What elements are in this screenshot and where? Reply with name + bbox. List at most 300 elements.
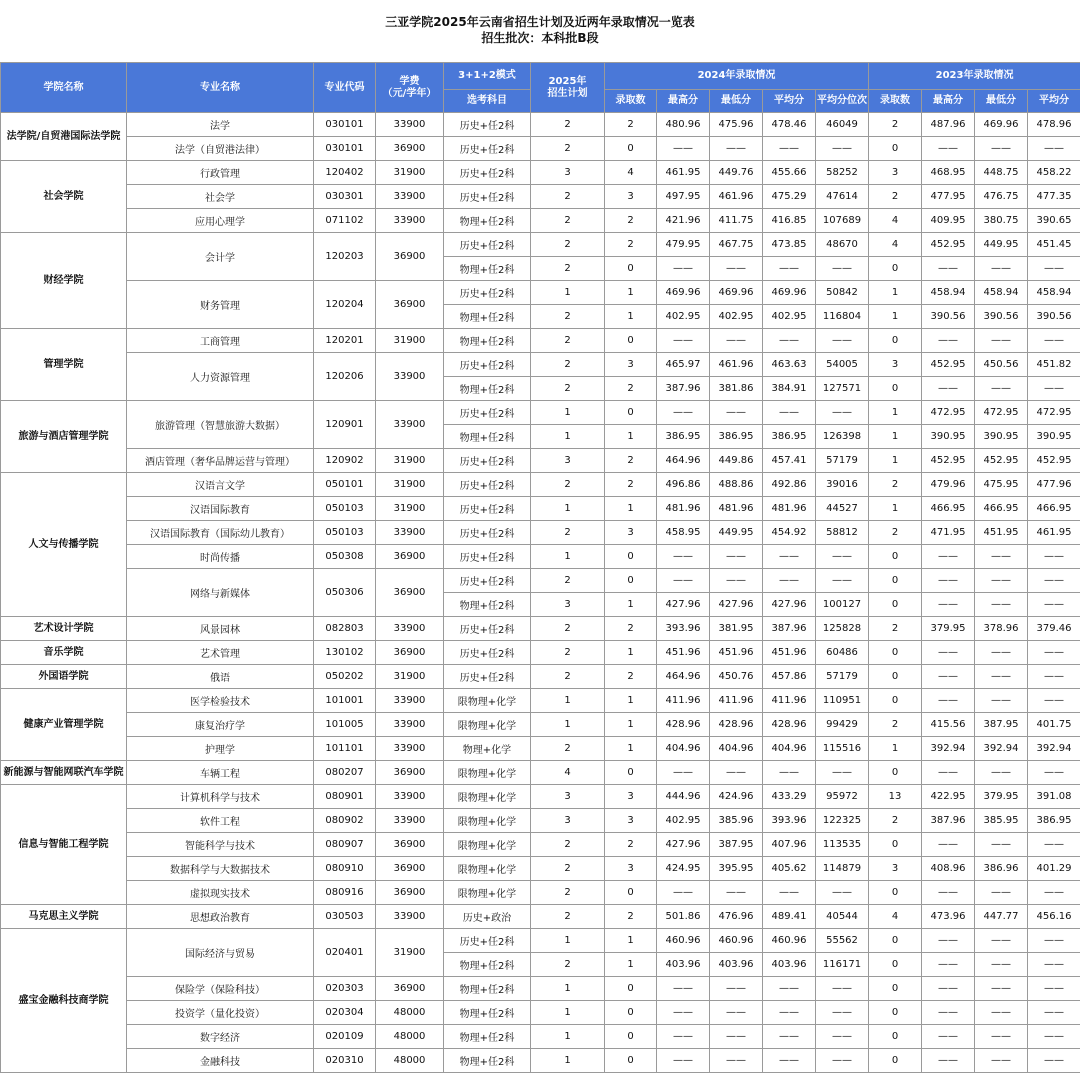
cell-c23-count: 0: [869, 593, 922, 617]
cell-code: 050202: [314, 665, 376, 689]
cell-c24-min: ——: [710, 1001, 763, 1025]
cell-c24-min: 450.76: [710, 665, 763, 689]
cell-c23-count: 1: [869, 281, 922, 305]
table-row: [1, 497, 1080, 521]
cell-c24-count: 2: [605, 233, 657, 257]
cell-c24-min: 488.86: [710, 473, 763, 497]
cell-c23-min: ——: [975, 545, 1028, 569]
admission-table: [0, 62, 1080, 1073]
cell-c23-avg: ——: [1028, 929, 1080, 953]
cell-c23-max: 409.95: [922, 209, 975, 233]
cell-college: 外国语学院: [1, 665, 127, 689]
cell-c23-avg: ——: [1028, 1025, 1080, 1049]
cell-c23-max: 392.94: [922, 737, 975, 761]
cell-c24-avg: 454.92: [763, 521, 816, 545]
cell-c23-count: 0: [869, 665, 922, 689]
cell-c24-count: 2: [605, 665, 657, 689]
cell-c24-avg: 473.85: [763, 233, 816, 257]
cell-c24-max: 458.95: [657, 521, 710, 545]
cell-code: 030503: [314, 905, 376, 929]
cell-fee: 33900: [376, 809, 444, 833]
cell-c24-count: 1: [605, 281, 657, 305]
cell-c24-avg: 492.86: [763, 473, 816, 497]
cell-c23-max: ——: [922, 377, 975, 401]
cell-c24-count: 0: [605, 569, 657, 593]
cell-fee: 31900: [376, 665, 444, 689]
cell-major: 医学检验技术: [127, 689, 314, 713]
cell-code: 080910: [314, 857, 376, 881]
cell-fee: 33900: [376, 209, 444, 233]
table-row: [1, 449, 1080, 473]
cell-c24-rank: ——: [816, 881, 869, 905]
cell-c24-avg: ——: [763, 137, 816, 161]
cell-c23-count: 1: [869, 497, 922, 521]
cell-code: 020303: [314, 977, 376, 1001]
cell-c23-avg: ——: [1028, 977, 1080, 1001]
cell-major: 汉语国际教育（国际幼儿教育）: [127, 521, 314, 545]
cell-major: 汉语言文学: [127, 473, 314, 497]
cell-code: 120203: [314, 233, 376, 281]
cell-c24-count: 1: [605, 641, 657, 665]
cell-c24-min: 385.96: [710, 809, 763, 833]
header-major: 专业名称: [127, 63, 314, 113]
cell-subject: 物理+任2科: [444, 953, 531, 977]
cell-c24-avg: 457.41: [763, 449, 816, 473]
cell-c24-min: ——: [710, 545, 763, 569]
cell-c24-count: 1: [605, 497, 657, 521]
cell-c23-min: 379.95: [975, 785, 1028, 809]
cell-c23-count: 3: [869, 857, 922, 881]
cell-plan: 1: [531, 1049, 605, 1073]
cell-c24-max: 480.96: [657, 113, 710, 137]
cell-c24-min: ——: [710, 881, 763, 905]
cell-c24-min: 461.96: [710, 185, 763, 209]
cell-code: 120206: [314, 353, 376, 401]
cell-c24-avg: 387.96: [763, 617, 816, 641]
cell-subject: 限物理+化学: [444, 857, 531, 881]
cell-fee: 33900: [376, 905, 444, 929]
table-row: [1, 857, 1080, 881]
cell-c24-min: ——: [710, 1049, 763, 1073]
cell-c24-count: 1: [605, 953, 657, 977]
cell-c24-avg: ——: [763, 881, 816, 905]
cell-c23-min: ——: [975, 641, 1028, 665]
cell-c24-count: 2: [605, 377, 657, 401]
cell-subject: 物理+任2科: [444, 593, 531, 617]
header-2024-avg: 平均分: [763, 90, 816, 113]
cell-c24-rank: 113535: [816, 833, 869, 857]
cell-c24-rank: ——: [816, 569, 869, 593]
cell-c24-count: 0: [605, 257, 657, 281]
cell-c24-max: 402.95: [657, 305, 710, 329]
table-row: [1, 1049, 1080, 1073]
table-row: [1, 545, 1080, 569]
cell-college: 旅游与酒店管理学院: [1, 401, 127, 473]
cell-c24-count: 1: [605, 689, 657, 713]
cell-fee: 31900: [376, 161, 444, 185]
cell-code: 050103: [314, 521, 376, 545]
table-row: [1, 569, 1080, 593]
cell-c24-min: 381.86: [710, 377, 763, 401]
cell-c23-avg: 386.95: [1028, 809, 1080, 833]
cell-major: 投资学（量化投资）: [127, 1001, 314, 1025]
cell-code: 120902: [314, 449, 376, 473]
cell-c24-avg: 405.62: [763, 857, 816, 881]
cell-c23-avg: 391.08: [1028, 785, 1080, 809]
cell-c23-count: 0: [869, 641, 922, 665]
cell-c24-rank: 58252: [816, 161, 869, 185]
cell-c24-min: ——: [710, 329, 763, 353]
cell-c24-min: 386.95: [710, 425, 763, 449]
cell-code: 050103: [314, 497, 376, 521]
cell-c24-count: 2: [605, 473, 657, 497]
cell-major: 保险学（保险科技）: [127, 977, 314, 1001]
cell-major: 车辆工程: [127, 761, 314, 785]
cell-fee: 33900: [376, 785, 444, 809]
cell-c24-max: ——: [657, 1049, 710, 1073]
cell-c24-rank: 116171: [816, 953, 869, 977]
table-row: [1, 281, 1080, 305]
cell-college: 健康产业管理学院: [1, 689, 127, 761]
cell-c23-avg: ——: [1028, 761, 1080, 785]
cell-c24-min: 461.96: [710, 353, 763, 377]
cell-c24-rank: ——: [816, 761, 869, 785]
cell-c24-count: 1: [605, 305, 657, 329]
cell-c24-avg: 455.66: [763, 161, 816, 185]
cell-subject: 历史+任2科: [444, 185, 531, 209]
cell-c24-rank: ——: [816, 401, 869, 425]
cell-major: 数字经济: [127, 1025, 314, 1049]
cell-code: 020310: [314, 1049, 376, 1073]
cell-subject: 历史+任2科: [444, 233, 531, 257]
cell-subject: 历史+任2科: [444, 473, 531, 497]
cell-c24-rank: 58812: [816, 521, 869, 545]
cell-college: 社会学院: [1, 161, 127, 233]
cell-c23-avg: ——: [1028, 329, 1080, 353]
cell-major: 智能科学与技术: [127, 833, 314, 857]
cell-c24-count: 3: [605, 785, 657, 809]
cell-major: 法学（自贸港法律）: [127, 137, 314, 161]
cell-c23-avg: 478.96: [1028, 113, 1080, 137]
cell-subject: 限物理+化学: [444, 881, 531, 905]
cell-plan: 3: [531, 785, 605, 809]
table-row: [1, 185, 1080, 209]
table-row: [1, 113, 1080, 137]
cell-plan: 1: [531, 713, 605, 737]
cell-c24-max: 444.96: [657, 785, 710, 809]
cell-fee: 48000: [376, 1001, 444, 1025]
cell-c23-count: 0: [869, 1001, 922, 1025]
cell-c24-rank: ——: [816, 1001, 869, 1025]
cell-fee: 33900: [376, 521, 444, 545]
cell-c23-min: 386.96: [975, 857, 1028, 881]
cell-college: 马克思主义学院: [1, 905, 127, 929]
cell-c24-max: ——: [657, 329, 710, 353]
cell-plan: 2: [531, 905, 605, 929]
cell-code: 020304: [314, 1001, 376, 1025]
cell-plan: 2: [531, 353, 605, 377]
cell-code: 071102: [314, 209, 376, 233]
cell-plan: 4: [531, 761, 605, 785]
cell-subject: 历史+任2科: [444, 545, 531, 569]
cell-plan: 2: [531, 569, 605, 593]
cell-c24-max: 421.96: [657, 209, 710, 233]
cell-subject: 历史+任2科: [444, 401, 531, 425]
cell-subject: 历史+任2科: [444, 617, 531, 641]
cell-plan: 2: [531, 329, 605, 353]
cell-c23-count: 13: [869, 785, 922, 809]
cell-c24-avg: 475.29: [763, 185, 816, 209]
cell-c24-count: 1: [605, 737, 657, 761]
table-row: [1, 881, 1080, 905]
header-2023-max: 最高分: [922, 90, 975, 113]
cell-c23-max: ——: [922, 329, 975, 353]
cell-c24-min: ——: [710, 1025, 763, 1049]
cell-major: 艺术管理: [127, 641, 314, 665]
cell-major: 思想政治教育: [127, 905, 314, 929]
cell-c24-rank: 50842: [816, 281, 869, 305]
table-row: [1, 785, 1080, 809]
cell-c23-max: ——: [922, 593, 975, 617]
cell-c24-rank: 127571: [816, 377, 869, 401]
cell-c23-max: 458.94: [922, 281, 975, 305]
cell-fee: 36900: [376, 545, 444, 569]
cell-plan: 2: [531, 641, 605, 665]
cell-fee: 36900: [376, 641, 444, 665]
cell-subject: 限物理+化学: [444, 761, 531, 785]
cell-c23-min: ——: [975, 761, 1028, 785]
cell-c23-avg: 451.45: [1028, 233, 1080, 257]
cell-c24-avg: 393.96: [763, 809, 816, 833]
cell-c24-max: 460.96: [657, 929, 710, 953]
cell-c24-min: 449.86: [710, 449, 763, 473]
cell-subject: 历史+任2科: [444, 641, 531, 665]
cell-c23-min: 378.96: [975, 617, 1028, 641]
cell-plan: 1: [531, 281, 605, 305]
cell-c23-count: 2: [869, 521, 922, 545]
cell-c24-min: ——: [710, 137, 763, 161]
cell-c23-avg: 390.56: [1028, 305, 1080, 329]
header-2024-rank: 平均分位次: [816, 90, 869, 113]
cell-major: 虚拟现实技术: [127, 881, 314, 905]
cell-c23-max: 390.56: [922, 305, 975, 329]
cell-c24-count: 0: [605, 401, 657, 425]
cell-c23-min: 392.94: [975, 737, 1028, 761]
cell-c23-count: 1: [869, 401, 922, 425]
cell-c24-rank: 44527: [816, 497, 869, 521]
cell-c23-avg: 390.95: [1028, 425, 1080, 449]
cell-subject: 限物理+化学: [444, 689, 531, 713]
cell-fee: 33900: [376, 713, 444, 737]
cell-c23-avg: 401.29: [1028, 857, 1080, 881]
table-row: [1, 617, 1080, 641]
cell-c23-min: ——: [975, 929, 1028, 953]
cell-code: 101001: [314, 689, 376, 713]
cell-c23-max: ——: [922, 569, 975, 593]
cell-c24-max: 387.96: [657, 377, 710, 401]
cell-c23-min: ——: [975, 977, 1028, 1001]
cell-subject: 物理+任2科: [444, 257, 531, 281]
cell-c23-min: ——: [975, 569, 1028, 593]
cell-c24-max: 427.96: [657, 833, 710, 857]
cell-c23-avg: 477.35: [1028, 185, 1080, 209]
cell-c23-avg: ——: [1028, 953, 1080, 977]
cell-major: 会计学: [127, 233, 314, 281]
cell-c24-count: 0: [605, 329, 657, 353]
cell-c23-count: 0: [869, 977, 922, 1001]
cell-college: 艺术设计学院: [1, 617, 127, 641]
cell-college: 人文与传播学院: [1, 473, 127, 617]
cell-c24-rank: ——: [816, 977, 869, 1001]
cell-c24-min: 475.96: [710, 113, 763, 137]
header-college: 学院名称: [1, 63, 127, 113]
cell-c23-max: ——: [922, 833, 975, 857]
cell-c23-avg: ——: [1028, 257, 1080, 281]
cell-c23-max: 487.96: [922, 113, 975, 137]
cell-c24-rank: 126398: [816, 425, 869, 449]
cell-fee: 36900: [376, 137, 444, 161]
cell-c23-count: 0: [869, 761, 922, 785]
cell-fee: 36900: [376, 233, 444, 281]
cell-c23-max: ——: [922, 1001, 975, 1025]
table-row: [1, 833, 1080, 857]
cell-c24-rank: 99429: [816, 713, 869, 737]
cell-plan: 2: [531, 617, 605, 641]
cell-c23-min: ——: [975, 593, 1028, 617]
cell-c23-min: ——: [975, 137, 1028, 161]
cell-c24-max: ——: [657, 881, 710, 905]
cell-c23-count: 2: [869, 473, 922, 497]
cell-c23-count: 0: [869, 689, 922, 713]
cell-c23-min: 475.95: [975, 473, 1028, 497]
cell-c23-count: 1: [869, 425, 922, 449]
cell-c24-rank: 100127: [816, 593, 869, 617]
cell-plan: 3: [531, 449, 605, 473]
table-row: [1, 761, 1080, 785]
cell-code: 080907: [314, 833, 376, 857]
cell-c24-avg: 457.86: [763, 665, 816, 689]
cell-fee: 31900: [376, 329, 444, 353]
cell-fee: 36900: [376, 833, 444, 857]
cell-major: 国际经济与贸易: [127, 929, 314, 977]
cell-c24-avg: 469.96: [763, 281, 816, 305]
cell-c23-min: ——: [975, 1049, 1028, 1073]
cell-c23-min: 476.75: [975, 185, 1028, 209]
cell-c23-count: 0: [869, 833, 922, 857]
page-title: 三亚学院2025年云南省招生计划及近两年录取情况一览表: [0, 0, 1080, 30]
cell-c23-min: 380.75: [975, 209, 1028, 233]
table-row: [1, 209, 1080, 233]
cell-subject: 历史+任2科: [444, 353, 531, 377]
cell-c24-count: 0: [605, 881, 657, 905]
cell-code: 020109: [314, 1025, 376, 1049]
cell-c24-max: 393.96: [657, 617, 710, 641]
cell-c24-rank: 107689: [816, 209, 869, 233]
cell-subject: 历史+任2科: [444, 281, 531, 305]
cell-plan: 2: [531, 521, 605, 545]
table-row: [1, 713, 1080, 737]
cell-c23-max: 473.96: [922, 905, 975, 929]
table-row: [1, 161, 1080, 185]
cell-c23-avg: 401.75: [1028, 713, 1080, 737]
cell-c24-max: 427.96: [657, 593, 710, 617]
table-row: [1, 809, 1080, 833]
cell-subject: 限物理+化学: [444, 809, 531, 833]
cell-major: 时尚传播: [127, 545, 314, 569]
cell-c24-max: 424.95: [657, 857, 710, 881]
cell-c24-min: ——: [710, 401, 763, 425]
cell-c23-max: 408.96: [922, 857, 975, 881]
cell-c24-max: 469.96: [657, 281, 710, 305]
cell-fee: 33900: [376, 617, 444, 641]
cell-c24-count: 0: [605, 1049, 657, 1073]
cell-c24-avg: 433.29: [763, 785, 816, 809]
table-row: [1, 641, 1080, 665]
cell-c23-min: 469.96: [975, 113, 1028, 137]
cell-major: 社会学: [127, 185, 314, 209]
cell-plan: 2: [531, 209, 605, 233]
cell-major: 应用心理学: [127, 209, 314, 233]
cell-subject: 物理+任2科: [444, 329, 531, 353]
cell-c24-avg: ——: [763, 761, 816, 785]
cell-c23-max: ——: [922, 977, 975, 1001]
cell-c24-min: 449.76: [710, 161, 763, 185]
cell-major: 网络与新媒体: [127, 569, 314, 617]
cell-major: 风景园林: [127, 617, 314, 641]
cell-plan: 2: [531, 257, 605, 281]
cell-code: 120901: [314, 401, 376, 449]
cell-c24-min: 427.96: [710, 593, 763, 617]
cell-plan: 2: [531, 881, 605, 905]
cell-c23-count: 2: [869, 617, 922, 641]
title-block: [0, 0, 1080, 62]
cell-plan: 2: [531, 665, 605, 689]
cell-code: 120204: [314, 281, 376, 329]
cell-plan: 2: [531, 137, 605, 161]
table-row: [1, 521, 1080, 545]
cell-c23-max: ——: [922, 1049, 975, 1073]
cell-c23-count: 0: [869, 1025, 922, 1049]
cell-c24-avg: ——: [763, 1049, 816, 1073]
cell-c23-count: 4: [869, 209, 922, 233]
table-row: [1, 473, 1080, 497]
cell-c23-count: 0: [869, 1049, 922, 1073]
cell-c24-max: 465.97: [657, 353, 710, 377]
cell-c24-count: 0: [605, 137, 657, 161]
cell-c23-count: 0: [869, 257, 922, 281]
cell-c23-count: 0: [869, 545, 922, 569]
table-row: [1, 401, 1080, 425]
header-2023-min: 最低分: [975, 90, 1028, 113]
cell-c24-avg: 481.96: [763, 497, 816, 521]
cell-c24-avg: 403.96: [763, 953, 816, 977]
cell-fee: 36900: [376, 977, 444, 1001]
cell-c24-min: ——: [710, 569, 763, 593]
cell-college: 盛宝金融科技商学院: [1, 929, 127, 1073]
cell-c24-rank: 115516: [816, 737, 869, 761]
cell-c24-max: ——: [657, 401, 710, 425]
table-row: [1, 353, 1080, 377]
cell-c23-max: ——: [922, 545, 975, 569]
cell-c24-max: 496.86: [657, 473, 710, 497]
cell-code: 120402: [314, 161, 376, 185]
cell-c23-count: 2: [869, 185, 922, 209]
cell-plan: 1: [531, 689, 605, 713]
cell-c23-min: 448.75: [975, 161, 1028, 185]
cell-c23-avg: ——: [1028, 833, 1080, 857]
cell-c24-count: 1: [605, 713, 657, 737]
table-row: [1, 689, 1080, 713]
